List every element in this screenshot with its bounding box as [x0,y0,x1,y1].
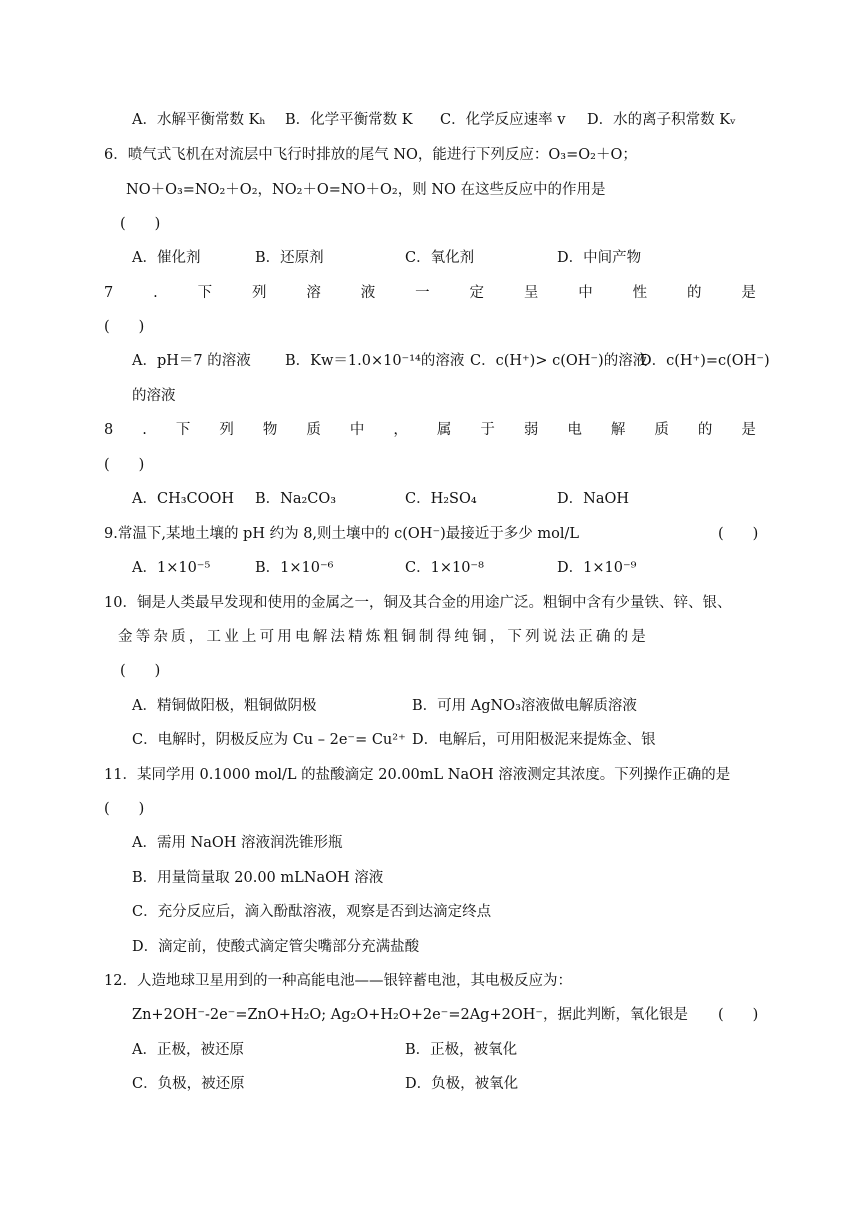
q10-option-c: C．电解时，阴极反应为 Cu – 2e⁻= Cu²⁺ [132,732,406,748]
q7-stem-char: 呈 [523,285,539,301]
q6-answer-paren: ( ) [120,216,161,232]
q7-stem [104,283,756,303]
q9-option-a: A．1×10⁻⁵ [132,560,211,576]
q6-stem-2: NO＋O₃=NO₂＋O₂，NO₂＋O=NO＋O₂，则 NO 在这些反应中的作用是 [126,182,606,198]
q8-stem-char: ， [393,422,408,438]
q11-option-c: C．充分反应后，滴入酚酞溶液，观察是否到达滴定终点 [132,904,492,920]
q9-option-d: D．1×10⁻⁹ [557,560,637,576]
q11-option-d: D．滴定前，使酸式滴定管尖嘴部分充满盐酸 [132,939,420,955]
q8-stem-char: 属 [436,422,452,438]
q7-stem-char: 中 [578,285,593,301]
q6-option-d: D．中间产物 [557,250,642,266]
q8-stem-char: 中 [349,422,365,438]
q5-option-d: D．水的离子积常数 Kᵥ [587,112,736,128]
q7-stem-char: 的 [686,285,702,301]
q7-stem-char: 性 [632,285,648,301]
q6-option-a: A．催化剂 [132,250,201,266]
q7-answer-paren: ( ) [104,319,145,335]
q7-stem-char: . [153,285,158,301]
q8-option-a: A．CH₃COOH [132,491,235,507]
q5-option-c: C．化学反应速率 v [440,112,566,128]
q8-answer-paren: ( ) [104,457,145,473]
q8-stem-char: 列 [219,422,234,438]
q12-stem: 12．人造地球卫星用到的一种高能电池——银锌蓄电池，其电极反应为： [104,973,572,989]
q12-answer-paren: ( ) [718,1007,759,1023]
q10-option-a: A．精铜做阳极，粗铜做阴极 [132,698,317,714]
q7-option-d-cont: 的溶液 [132,388,176,404]
q9-option-b: B．1×10⁻⁶ [255,560,334,576]
q6-stem: 6．喷气式飞机在对流层中飞行时排放的尾气 NO，能进行下列反应：O₃=O₂＋O； [104,147,637,163]
q10-stem-2: 金等杂质，工业上可用电解法精炼粗铜制得纯铜，下列说法正确的是 [118,629,649,645]
q8-option-c: C．H₂SO₄ [405,491,477,507]
q8-stem-char: 弱 [523,422,539,438]
q6-option-c: C．氧化剂 [405,250,475,266]
q11-answer-paren: ( ) [104,801,145,817]
q7-stem-char: 7 [104,285,114,301]
q12-stem-2: Zn+2OH⁻-2e⁻=ZnO+H₂O; Ag₂O+H₂O+2e⁻=2Ag+2OH⁻，据此判断，氧化银是 [132,1007,689,1023]
q5-option-a: A．水解平衡常数 Kₕ [132,112,266,128]
q7-option-d: D．c(H⁺)=c(OH⁻) [640,353,770,369]
q8-option-b: B．Na₂CO₃ [255,491,337,507]
q6-option-b: B．还原剂 [255,250,324,266]
q8-stem-char: 的 [697,422,713,438]
q7-stem-char: 定 [469,285,484,301]
q10-option-b: B．可用 AgNO₃溶液做电解质溶液 [412,698,637,714]
q8-stem-char: 物 [262,422,278,438]
q11-option-a: A．需用 NaOH 溶液润洗锥形瓶 [132,835,343,851]
q7-stem-char: 一 [415,285,430,301]
q5-option-b: B．化学平衡常数 K [285,112,413,128]
q8-stem-char: 解 [610,422,626,438]
q8-stem-char: 8 [104,422,114,438]
q12-option-a: A．正极，被还原 [132,1042,244,1058]
q12-option-c: C．负极，被还原 [132,1076,245,1092]
q9-answer-paren: ( ) [718,526,759,542]
q8-stem-char: 电 [567,422,582,438]
q7-stem-char: 液 [360,285,376,301]
q11-stem: 11．某同学用 0.1000 mol/L 的盐酸滴定 20.00mL NaOH 溶液测定其浓度。下列操作正确的是 [104,767,731,783]
q9-stem: 9.常温下,某地土壤的 pH 约为 8,则土壤中的 c(OH⁻)最接近于多少 mol/L [104,526,580,542]
q8-option-d: D．NaOH [557,491,629,507]
q8-stem-char: 质 [306,422,321,438]
q10-option-d: D．电解后，可用阳极泥来提炼金、银 [412,732,656,748]
q8-stem-char: 质 [654,422,669,438]
q8-stem-char: 下 [175,422,191,438]
q7-option-b: B．Kw＝1.0×10⁻¹⁴的溶液 [285,353,465,369]
q7-stem-char: 列 [251,285,267,301]
q10-stem: 10．铜是人类最早发现和使用的金属之一，铜及其合金的用途广泛。粗铜中含有少量铁、锌、银、 [104,595,732,611]
q12-option-d: D．负极，被氧化 [405,1076,519,1092]
q10-answer-paren: ( ) [120,663,161,679]
q8-stem-char: 于 [480,422,495,438]
q12-option-b: B．正极，被氧化 [405,1042,518,1058]
q9-option-c: C．1×10⁻⁸ [405,560,484,576]
q7-option-c: C．c(H⁺)> c(OH⁻)的溶液 [470,353,648,369]
q8-stem-char: . [142,422,147,438]
q11-option-b: B．用量筒量取 20.00 mLNaOH 溶液 [132,870,384,886]
q8-stem-char: 是 [741,422,756,438]
q7-stem-char: 下 [197,285,213,301]
q7-stem-char: 是 [741,285,756,301]
q8-stem [104,420,756,440]
q7-stem-char: 溶 [306,285,321,301]
q7-option-a: A．pH＝7 的溶液 [132,353,251,369]
